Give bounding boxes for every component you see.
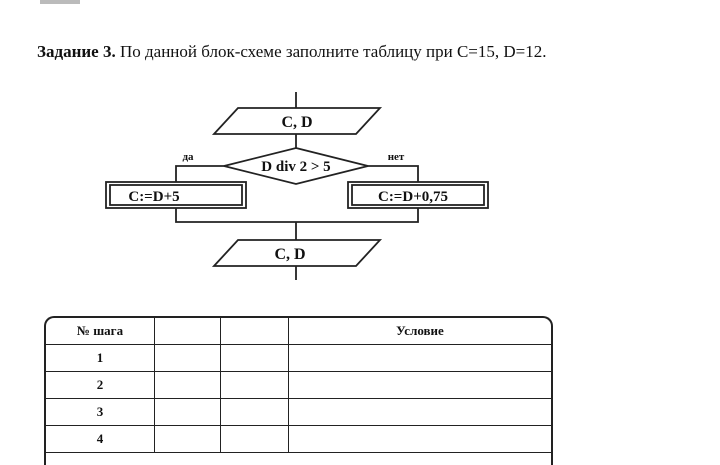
table-cell[interactable] xyxy=(221,426,289,453)
table-row xyxy=(46,399,551,426)
output-label: C, D xyxy=(274,246,306,263)
table-cell[interactable] xyxy=(289,372,552,399)
task-number: Задание 3. xyxy=(37,42,116,61)
step-number: 2 xyxy=(46,372,155,399)
no-action-label: C:=D+0,75 xyxy=(377,189,449,205)
table-cell[interactable] xyxy=(155,372,221,399)
header-col-3 xyxy=(221,318,289,345)
table-cell[interactable] xyxy=(221,399,289,426)
table-cell[interactable] xyxy=(289,345,552,372)
flow-line-merge xyxy=(176,208,418,222)
header-step: № шага xyxy=(46,318,155,345)
table-header-row xyxy=(46,318,551,345)
table-cell[interactable] xyxy=(289,426,552,453)
trace-table xyxy=(44,316,553,465)
step-number: 3 xyxy=(46,399,155,426)
flow-line-yes xyxy=(176,166,224,182)
table-cell[interactable] xyxy=(155,426,221,453)
input-label: C, D xyxy=(281,114,313,131)
step-number: 1 xyxy=(46,345,155,372)
step-number: 4 xyxy=(46,426,155,453)
table-cell[interactable] xyxy=(155,345,221,372)
flow-line-no xyxy=(368,166,418,182)
table-row xyxy=(46,345,551,372)
table-cell[interactable] xyxy=(155,399,221,426)
task-text: По данной блок-схеме заполните таблицу при C=15, D=12. xyxy=(119,42,547,61)
condition-label: D div 2 > 5 xyxy=(261,159,331,175)
table-row xyxy=(46,372,551,399)
table-cell[interactable] xyxy=(221,345,289,372)
no-label: нет xyxy=(387,151,405,163)
yes-action-label: C:=D+5 xyxy=(128,189,180,205)
yes-label: да xyxy=(182,151,194,163)
header-condition: Условие xyxy=(289,318,552,345)
table-row xyxy=(46,426,551,453)
table-cell[interactable] xyxy=(221,372,289,399)
table-cell[interactable] xyxy=(289,399,552,426)
header-col-2 xyxy=(155,318,221,345)
